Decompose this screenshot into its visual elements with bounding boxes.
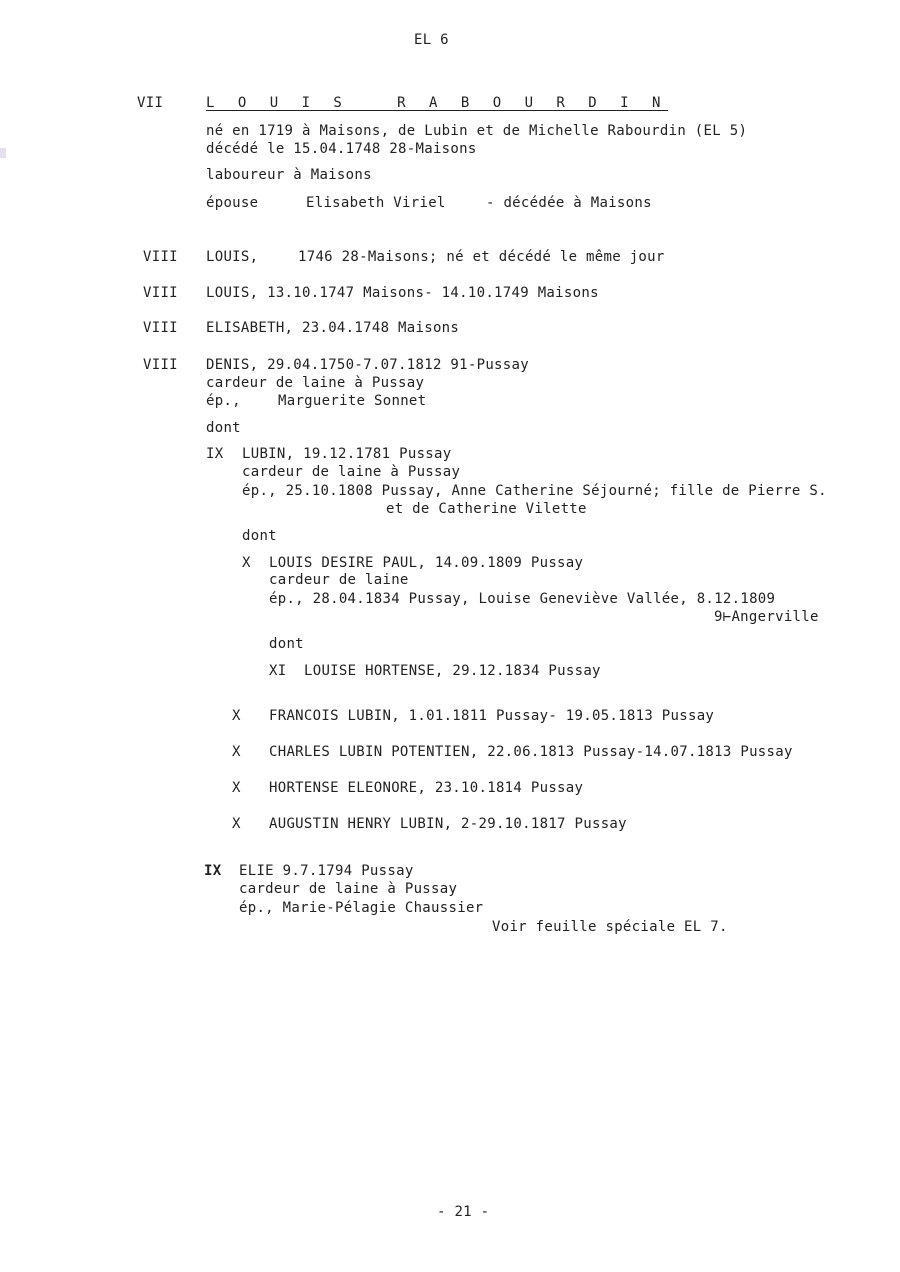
- page-header: EL 6: [414, 32, 449, 48]
- child-details: 1746 28-Maisons; né et décédé le même jour: [298, 249, 665, 265]
- spouse-label: épouse: [206, 195, 259, 211]
- child-name: LOUIS,: [206, 249, 259, 265]
- scan-mark: [0, 148, 6, 158]
- generation-numeral: IX: [204, 863, 222, 879]
- marriage-line-continued: et de Catherine Vilette: [386, 501, 587, 517]
- generation-numeral: VIII: [143, 249, 178, 265]
- dont-label: dont: [269, 636, 304, 652]
- spouse-name: Elisabeth Viriel: [306, 195, 446, 211]
- child-entry: AUGUSTIN HENRY LUBIN, 2-29.10.1817 Pussay: [269, 816, 627, 832]
- generation-numeral: X: [242, 555, 251, 571]
- child-entry: FRANCOIS LUBIN, 1.01.1811 Pussay- 19.05.1813 Pussay: [269, 708, 715, 724]
- child-entry: LOUIS, 13.10.1747 Maisons- 14.10.1749 Maisons: [206, 285, 599, 301]
- dont-label: dont: [242, 528, 277, 544]
- dont-label: dont: [206, 420, 241, 436]
- child-entry: HORTENSE ELEONORE, 23.10.1814 Pussay: [269, 780, 584, 796]
- page-number: - 21 -: [437, 1204, 490, 1220]
- cross-reference-note: Voir feuille spéciale EL 7.: [492, 919, 728, 935]
- spouse-note: - décédée à Maisons: [486, 195, 652, 211]
- occupation-line: laboureur à Maisons: [206, 167, 372, 183]
- child-entry: ELISABETH, 23.04.1748 Maisons: [206, 320, 460, 336]
- marriage-line: ép., 28.04.1834 Pussay, Louise Geneviève Vallée, 8.12.1809: [269, 591, 776, 607]
- occupation-line: cardeur de laine à Pussay: [206, 375, 425, 391]
- generation-numeral: IX: [206, 446, 224, 462]
- generation-numeral: XI: [269, 663, 287, 679]
- child-entry: ELIE 9.7.1794 Pussay: [239, 863, 414, 879]
- generation-numeral: VIII: [143, 320, 178, 336]
- generation-numeral: X: [232, 816, 241, 832]
- generation-numeral: VIII: [143, 357, 178, 373]
- occupation-line: cardeur de laine: [269, 572, 409, 588]
- child-entry: LOUISE HORTENSE, 29.12.1834 Pussay: [304, 663, 601, 679]
- child-entry: DENIS, 29.04.1750-7.07.1812 91-Pussay: [206, 357, 529, 373]
- occupation-line: cardeur de laine à Pussay: [242, 464, 461, 480]
- marriage-place: 9⊢Angerville: [714, 609, 819, 625]
- person-title: L O U I S R A B O U R D I N: [206, 95, 668, 111]
- marriage-line: ép., 25.10.1808 Pussay, Anne Catherine Séjourné; fille de Pierre S.: [242, 483, 827, 499]
- child-entry: LOUIS DESIRE PAUL, 14.09.1809 Pussay: [269, 555, 584, 571]
- spouse-line: ép., Marie-Pélagie Chaussier: [239, 900, 484, 916]
- generation-numeral: X: [232, 744, 241, 760]
- child-entry: LUBIN, 19.12.1781 Pussay: [242, 446, 452, 462]
- spouse-name: Marguerite Sonnet: [278, 393, 427, 409]
- child-entry: CHARLES LUBIN POTENTIEN, 22.06.1813 Pussay-14.07.1813 Pussay: [269, 744, 793, 760]
- death-line: décédé le 15.04.1748 28-Maisons: [206, 141, 477, 157]
- generation-numeral: X: [232, 708, 241, 724]
- birth-line: né en 1719 à Maisons, de Lubin et de Michelle Rabourdin (EL 5): [206, 123, 748, 139]
- spouse-label: ép.,: [206, 393, 241, 409]
- generation-numeral: VII: [137, 95, 164, 111]
- generation-numeral: VIII: [143, 285, 178, 301]
- occupation-line: cardeur de laine à Pussay: [239, 881, 458, 897]
- generation-numeral: X: [232, 780, 241, 796]
